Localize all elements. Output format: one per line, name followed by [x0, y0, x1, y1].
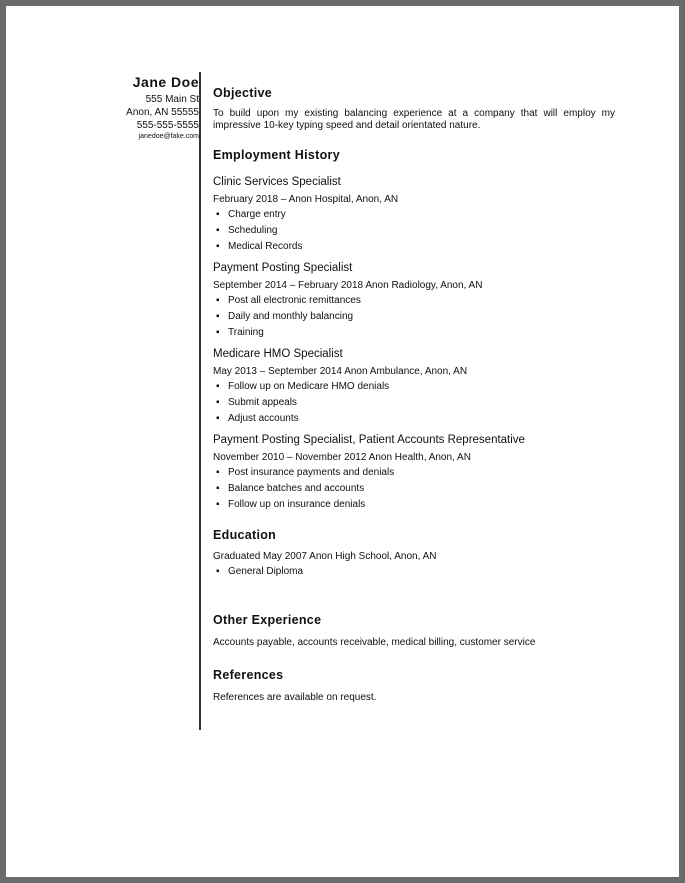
job-title: Payment Posting Specialist [213, 262, 353, 274]
bullet-icon: ▪ [216, 566, 220, 577]
contact-block [6, 74, 199, 142]
job-duties [213, 465, 615, 513]
vertical-divider [199, 72, 201, 730]
job-entry [213, 347, 615, 427]
job-details: September 2014 – February 2018 Anon Radiology, Anon, AN [213, 280, 483, 291]
bullet-icon: ▪ [216, 225, 220, 236]
objective-text: To build upon my existing balancing experience at a company that will employ my impressive 10-key typing speed and detail orientated nature. [213, 108, 615, 131]
objective-heading: Objective [213, 86, 272, 100]
resume-body [213, 86, 615, 705]
list-item-text: General Diploma [228, 566, 304, 577]
other-experience-text: Accounts payable, accounts receivable, medical billing, customer service [213, 637, 536, 648]
list-item-text: Submit appeals [228, 397, 297, 408]
list-item-text: Balance batches and accounts [228, 483, 365, 494]
job-title: Clinic Services Specialist [213, 176, 341, 188]
bullet-icon: ▪ [216, 311, 220, 322]
list-item-text: Medical Records [228, 241, 303, 252]
list-item-text: Post all electronic remittances [228, 295, 361, 306]
bullet-icon: ▪ [216, 295, 220, 306]
job-duties [213, 207, 615, 255]
references-heading: References [213, 668, 284, 682]
education-heading: Education [213, 528, 277, 542]
list-item [213, 564, 615, 580]
references-text: References are available on request. [213, 692, 377, 703]
list-item [213, 411, 615, 427]
contact-phone: 555-555-5555 [136, 120, 199, 131]
bullet-icon: ▪ [216, 381, 220, 392]
bullet-icon: ▪ [216, 467, 220, 478]
list-item [213, 207, 615, 223]
bullet-icon: ▪ [216, 397, 220, 408]
list-item [213, 497, 615, 513]
list-item-text: Scheduling [228, 225, 278, 236]
list-item [213, 465, 615, 481]
job-details: November 2010 – November 2012 Anon Health, Anon, AN [213, 452, 471, 463]
list-item [213, 293, 615, 309]
contact-email: janedoe@fake.com [138, 133, 199, 140]
list-item-text: Charge entry [228, 209, 286, 220]
education-details: Graduated May 2007 Anon High School, Anon, AN [213, 551, 437, 562]
bullet-icon: ▪ [216, 413, 220, 424]
job-duties [213, 293, 615, 341]
job-details: February 2018 – Anon Hospital, Anon, AN [213, 194, 399, 205]
bullet-icon: ▪ [216, 209, 220, 220]
job-title: Medicare HMO Specialist [213, 348, 343, 360]
candidate-name: Jane Doe [132, 74, 199, 90]
list-item [213, 481, 615, 497]
job-entry [213, 175, 615, 255]
list-item-text: Daily and monthly balancing [228, 311, 354, 322]
job-entry [213, 433, 615, 513]
other-experience-heading: Other Experience [213, 613, 322, 627]
contact-address: 555 Main St [145, 94, 199, 105]
job-title: Payment Posting Specialist, Patient Accounts Representative [213, 434, 525, 446]
resume-page [6, 6, 679, 877]
list-item-text: Follow up on insurance denials [228, 499, 366, 510]
list-item [213, 325, 615, 341]
bullet-icon: ▪ [216, 483, 220, 494]
job-entry [213, 261, 615, 341]
bullet-icon: ▪ [216, 241, 220, 252]
list-item-text: Adjust accounts [228, 413, 299, 424]
list-item-text: Training [228, 327, 264, 338]
employment-heading: Employment History [213, 148, 340, 162]
list-item-text: Follow up on Medicare HMO denials [228, 381, 390, 392]
list-item [213, 395, 615, 411]
job-details: May 2013 – September 2014 Anon Ambulance, Anon, AN [213, 366, 468, 377]
education-list [213, 564, 615, 580]
list-item [213, 223, 615, 239]
bullet-icon: ▪ [216, 499, 220, 510]
job-duties [213, 379, 615, 427]
list-item [213, 239, 615, 255]
bullet-icon: ▪ [216, 327, 220, 338]
list-item [213, 379, 615, 395]
list-item-text: Post insurance payments and denials [228, 467, 395, 478]
contact-city: Anon, AN 55555 [126, 107, 199, 118]
list-item [213, 309, 615, 325]
